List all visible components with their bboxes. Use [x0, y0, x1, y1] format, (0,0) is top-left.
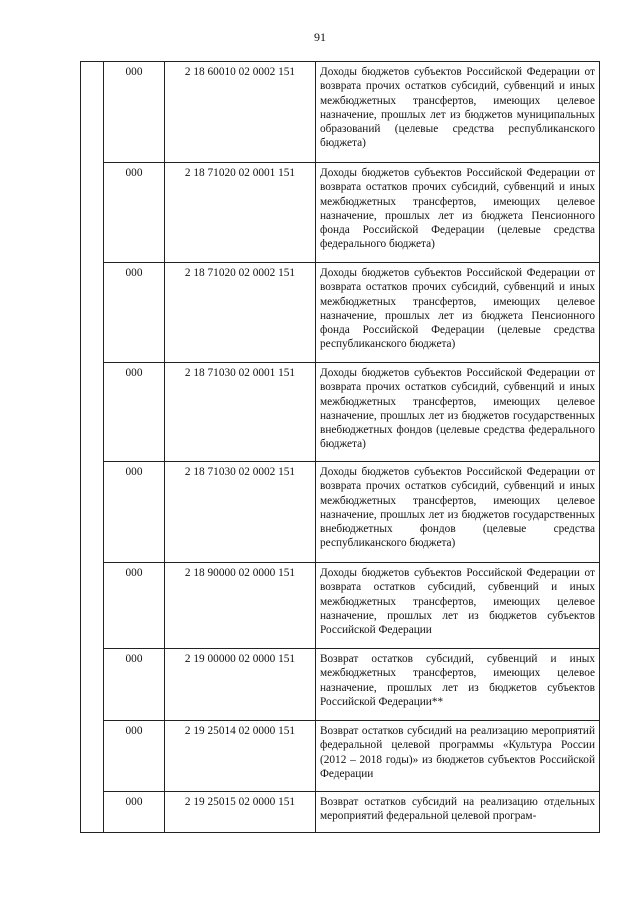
income-name-cell: Возврат остатков субсидий, субвенций и иных межбюджетных трансфертов, имеющих целевое назначение, прошлых лет из бюджетов субъектов Российской Федерации**: [316, 649, 600, 721]
admin-code-cell: 000: [104, 792, 165, 833]
budget-code-cell: 2 18 71020 02 0002 151: [165, 263, 316, 363]
admin-code-cell: 000: [104, 721, 165, 792]
admin-code-cell: 000: [104, 62, 165, 163]
budget-code-cell: 2 19 25014 02 0000 151: [165, 721, 316, 792]
income-name-cell: Доходы бюджетов субъектов Российской Федерации от возврата прочих остатков субсидий, субвенций и иных межбюджетных трансфертов, имеющих целевое назначение, прошлых лет из бюджетов муниципальных образований (целевые средства республиканского бюджета): [316, 62, 600, 163]
income-name-cell: Возврат остатков субсидий на реализацию отдельных мероприятий федеральной целевой програм-: [316, 792, 600, 833]
table-row: [81, 649, 600, 721]
table-row: [81, 363, 600, 462]
admin-code-cell: 000: [104, 163, 165, 263]
page-number: 91: [314, 30, 326, 44]
budget-code-cell: 2 18 71020 02 0001 151: [165, 163, 316, 263]
table-row: [81, 163, 600, 263]
admin-code-cell: 000: [104, 649, 165, 721]
income-name-cell: Доходы бюджетов субъектов Российской Федерации от возврата остатков прочих субсидий, субвенций и иных межбюджетных трансфертов, имеющих целевое назначение, прошлых лет из бюджета Пенсионного фонда Российской Федерации (целевые средства республиканского бюджета): [316, 263, 600, 363]
income-name-cell: Доходы бюджетов субъектов Российской Федерации от возврата прочих остатков субсидий, субвенций и иных межбюджетных трансфертов, имеющих целевое назначение, прошлых лет из бюджетов государственных внебюджетных фондов (целевые средства федерального бюджета): [316, 363, 600, 462]
budget-code-cell: 2 18 71030 02 0001 151: [165, 363, 316, 462]
income-name-cell: Доходы бюджетов субъектов Российской Федерации от возврата остатков субсидий, субвенций и иных межбюджетных трансфертов, имеющих целевое назначение, прошлых лет из бюджетов субъектов Российской Федерации: [316, 563, 600, 649]
budget-code-cell: 2 19 25015 02 0000 151: [165, 792, 316, 833]
admin-code-cell: 000: [104, 563, 165, 649]
income-name-cell: Доходы бюджетов субъектов Российской Федерации от возврата прочих остатков субсидий, субвенций и иных межбюджетных трансфертов, имеющих целевое назначение, прошлых лет из бюджетов государственных внебюджетных фондов (целевые средства республиканского бюджета): [316, 462, 600, 563]
admin-code-cell: 000: [104, 462, 165, 563]
blank-left-column: [81, 62, 104, 833]
budget-code-cell: 2 18 71030 02 0002 151: [165, 462, 316, 563]
table-row: [81, 263, 600, 363]
admin-code-cell: 000: [104, 263, 165, 363]
table-row: [81, 721, 600, 792]
admin-code-cell: 000: [104, 363, 165, 462]
table-row: [81, 563, 600, 649]
income-name-cell: Доходы бюджетов субъектов Российской Федерации от возврата остатков прочих субсидий, субвенций и иных межбюджетных трансфертов, имеющих целевое назначение, прошлых лет из бюджета Пенсионного фонда Российской Федерации (целевые средства федерального бюджета): [316, 163, 600, 263]
budget-code-cell: 2 18 90000 02 0000 151: [165, 563, 316, 649]
budget-code-cell: 2 19 00000 02 0000 151: [165, 649, 316, 721]
income-name-cell: Возврат остатков субсидий на реализацию мероприятий федеральной целевой программы «Культура России (2012 – 2018 годы)» из бюджетов субъектов Российской Федерации: [316, 721, 600, 792]
budget-classification-table: [80, 61, 600, 833]
table-row: [81, 792, 600, 833]
table-row: [81, 62, 600, 163]
budget-code-cell: 2 18 60010 02 0002 151: [165, 62, 316, 163]
table-row: [81, 462, 600, 563]
